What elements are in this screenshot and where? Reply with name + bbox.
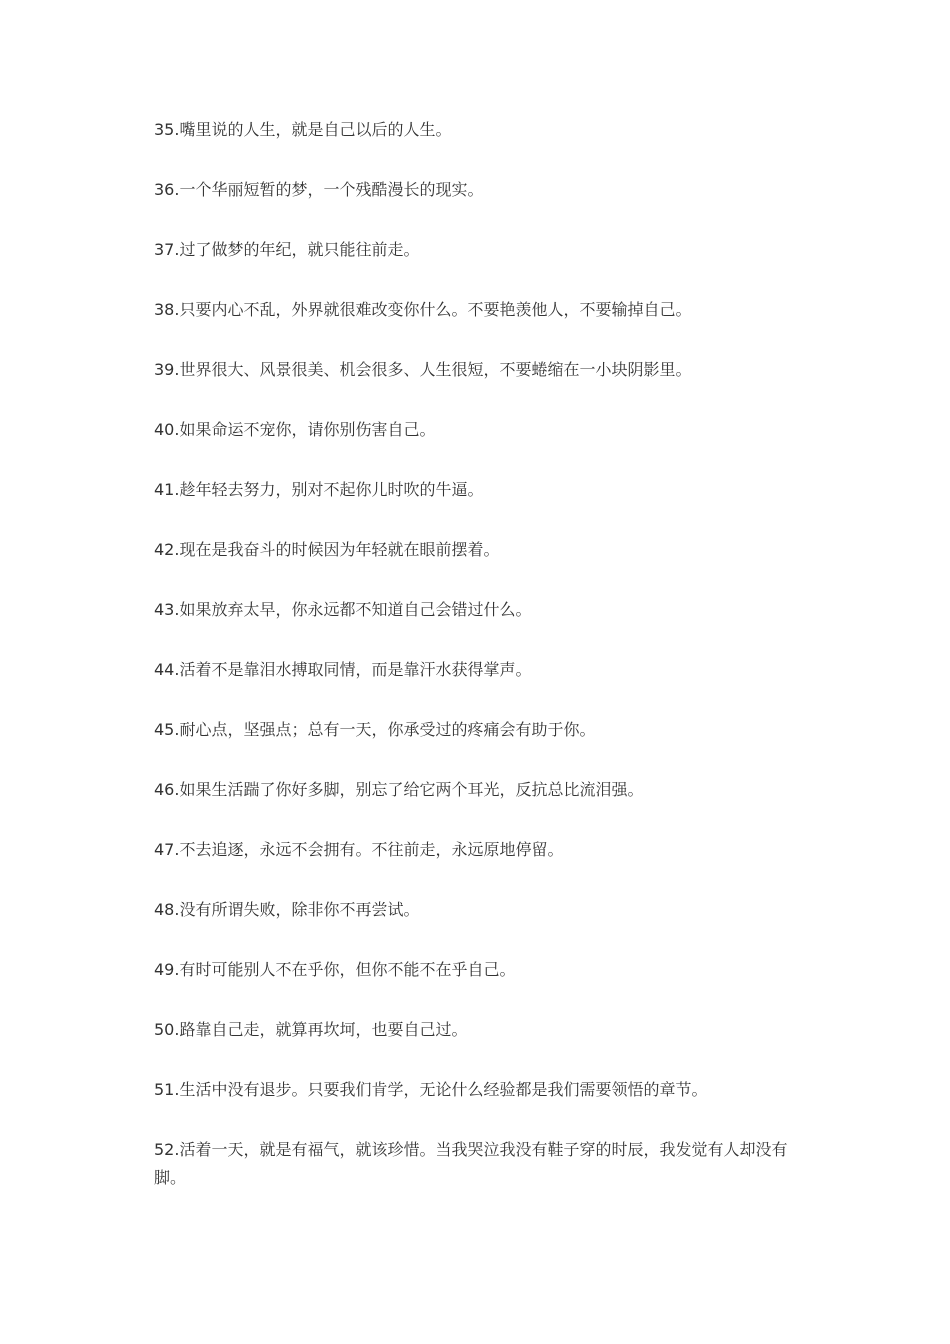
- quote-47: 47.不去追逐，永远不会拥有。不往前走，永远原地停留。: [154, 840, 564, 859]
- quote-51: 51.生活中没有退步。只要我们肯学，无论什么经验都是我们需要领悟的章节。: [154, 1080, 708, 1099]
- quote-42: 42.现在是我奋斗的时候因为年轻就在眼前摆着。: [154, 540, 500, 559]
- quote-35: 35.嘴里说的人生，就是自己以后的人生。: [154, 120, 452, 139]
- quote-41: 41.趁年轻去努力，别对不起你儿时吹的牛逼。: [154, 480, 484, 499]
- quote-36: 36.一个华丽短暂的梦，一个残酷漫长的现实。: [154, 180, 484, 199]
- quote-48: 48.没有所谓失败，除非你不再尝试。: [154, 900, 420, 919]
- quote-38: 38.只要内心不乱，外界就很难改变你什么。不要艳羡他人，不要输掉自己。: [154, 300, 692, 319]
- quote-39: 39.世界很大、风景很美、机会很多、人生很短，不要蜷缩在一小块阴影里。: [154, 360, 692, 379]
- quote-46: 46.如果生活踹了你好多脚，别忘了给它两个耳光，反抗总比流泪强。: [154, 780, 644, 799]
- quote-40: 40.如果命运不宠你，请你别伤害自己。: [154, 420, 436, 439]
- quote-43: 43.如果放弃太早，你永远都不知道自己会错过什么。: [154, 600, 532, 619]
- quote-44: 44.活着不是靠泪水搏取同情，而是靠汗水获得掌声。: [154, 660, 532, 679]
- quote-37: 37.过了做梦的年纪，就只能往前走。: [154, 240, 420, 259]
- quote-50: 50.路靠自己走，就算再坎坷，也要自己过。: [154, 1020, 468, 1039]
- quote-49: 49.有时可能别人不在乎你，但你不能不在乎自己。: [154, 960, 516, 979]
- quote-list: [154, 116, 814, 1224]
- quote-52: 52.活着一天，就是有福气，就该珍惜。当我哭泣我没有鞋子穿的时辰，我发觉有人却没有脚。: [154, 1140, 788, 1187]
- quote-45: 45.耐心点，坚强点；总有一天，你承受过的疼痛会有助于你。: [154, 720, 596, 739]
